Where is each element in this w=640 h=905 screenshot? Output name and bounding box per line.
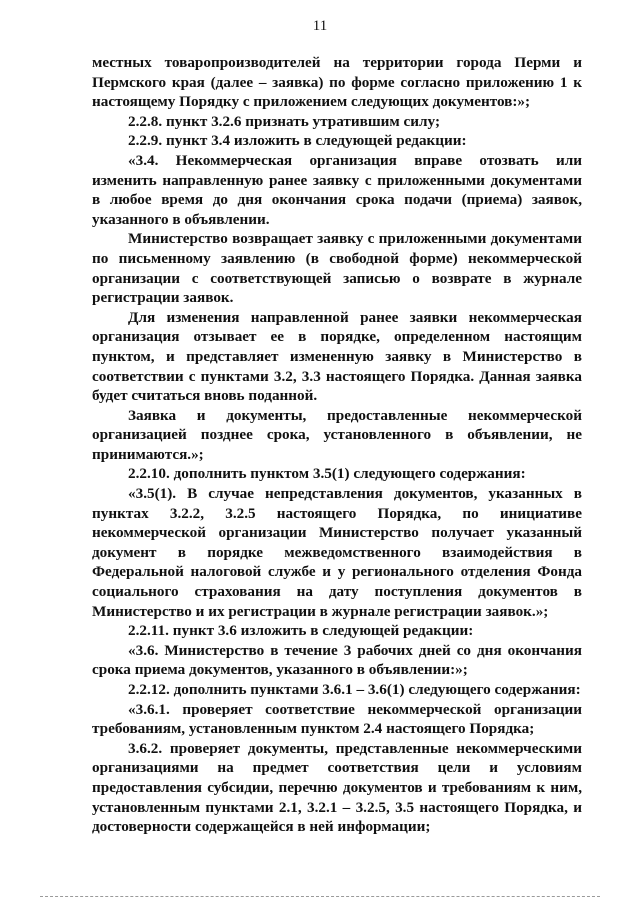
document-body (92, 53, 582, 837)
paragraph: местных товаропроизводителей на территории города Перми и Пермского края (далее – заявка) по форме согласно приложению 1 к настоящему Порядку с приложением следующих документов:»; (92, 54, 582, 111)
paragraph: «3.6. Министерство в течение 3 рабочих дней со дня окончания срока приема документов, указанного в объявлении:»; (92, 641, 582, 679)
paragraph: 2.2.11. пункт 3.6 изложить в следующей редакции: (128, 622, 474, 640)
paragraph: 2.2.8. пункт 3.2.6 признать утратившим силу; (128, 112, 441, 130)
paragraph: Заявка и документы, предоставленные некоммерческой организацией позднее срока, установленного в объявлении, не принимаются.»; (92, 406, 582, 463)
paragraph: «3.6.1. проверяет соответствие некоммерческой организации требованиям, установленным пунктом 2.4 настоящего Порядка; (92, 700, 582, 738)
paragraph: «3.5(1). В случае непредставления документов, указанных в пунктах 3.2.2, 3.2.5 настоящего Порядка, по инициативе некоммерческой организации Министерство получает указанный документ в порядке межведомственного взаимодействия в Федеральной налоговой службе и у регионального отделения Фонда социального страхования на дату поступления документов в Министерство и их регистрации в журнале регистрации заявок.»; (92, 485, 582, 620)
paragraph: 2.2.12. дополнить пунктами 3.6.1 – 3.6(1) следующего содержания: (128, 681, 581, 698)
paragraph: «3.4. Некоммерческая организация вправе отозвать или изменить направленную ранее заявку с приложенными документами в любое время до дня окончания срока подачи (приема) заявок, указанного в объявлении. (92, 151, 582, 228)
paragraph: Для изменения направленной ранее заявки некоммерческая организация отзывает ее в порядке, определенном настоящим пунктом, и представляет измененную заявку в Министерство в соответствии с пунктами 3.2, 3.3 настоящего Порядка. Данная заявка будет считаться вновь поданной. (92, 308, 582, 405)
page-number: 11 (312, 18, 328, 34)
paragraph: 2.2.10. дополнить пунктом 3.5(1) следующего содержания: (128, 465, 526, 483)
paragraph: 2.2.9. пункт 3.4 изложить в следующей редакции: (128, 132, 467, 150)
paragraph: Министерство возвращает заявку с приложенными документами по письменному заявлению (в свободной форме) некоммерческой организации с соответствующей записью о возврате в журнале регистрации заявок. (92, 230, 582, 307)
paragraph: 3.6.2. проверяет документы, представленные некоммерческими организациями на предмет соответствия цели и условиям предоставления субсидии, перечню документов и требованиям к ним, установленным пунктами 2.1, 3.2.1 – 3.2.5, 3.5 настоящего Порядка, и достоверности содержащейся в ней информации; (92, 739, 582, 836)
page-bottom-border (40, 896, 600, 897)
